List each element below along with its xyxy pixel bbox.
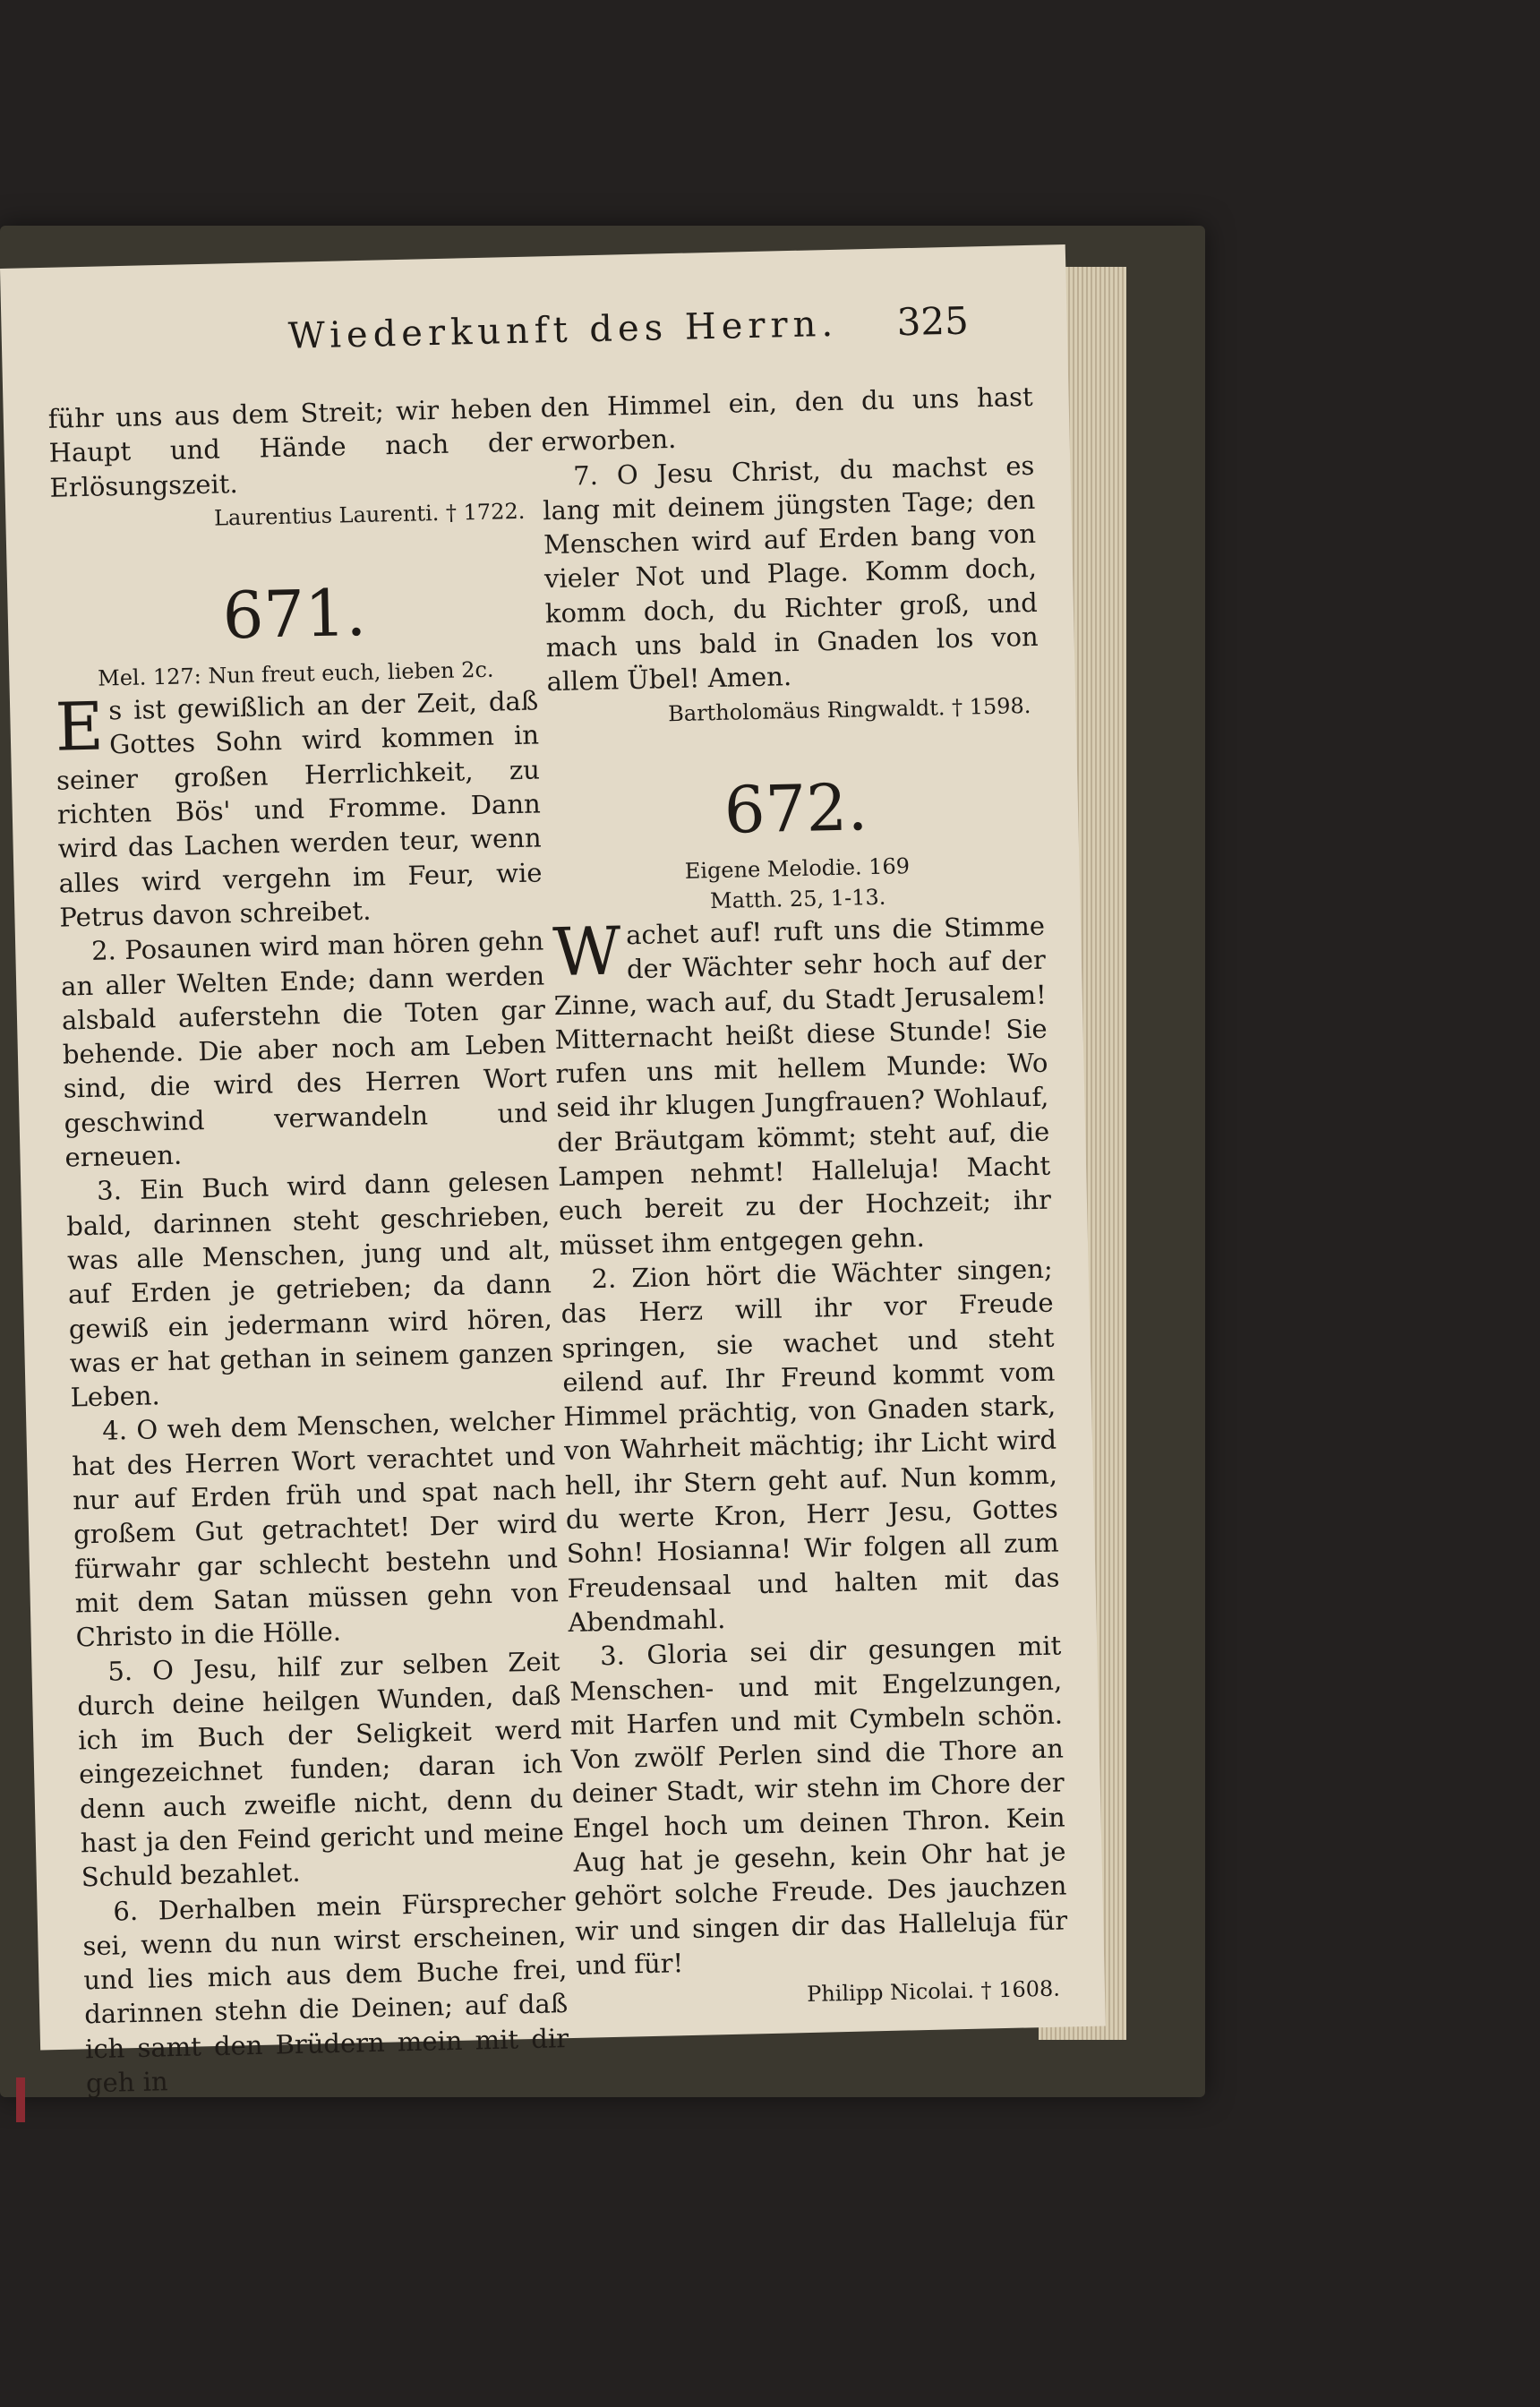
hymn-number-671: 671. (221, 575, 367, 654)
hymn-671-verse-5: 5. O Jesu, hilf zur selben Zeit durch deine heilgen Wunden, daß ich im Buch der Seligkeit werd eingezeichnet funden; daran ich denn auch zweifle nicht, denn du hast ja den Feind gericht und meine Schuld bezahlet. (77, 1645, 565, 1893)
right-column (540, 380, 1069, 2017)
running-head: Wiederkunft des Herrn. (287, 303, 839, 357)
hymn-671-verse-6-end: den Himmel ein, den du uns hast erworben. (540, 381, 1033, 458)
hymn-671-verse-6: 6. Derhalben mein Fürsprecher sei, wenn du nun wirst erscheinen, und lies mich aus dem Buche frei, darinnen stehn die Deinen; auf daß ich samt den Brüdern mein mit dir geh in (82, 1885, 569, 2099)
prev-hymn-author: Laurentius Laurenti. † 1722. (213, 498, 526, 531)
hymn-671-author: Bartholomäus Ringwaldt. † 1598. (667, 692, 1031, 726)
dropcap: E (54, 688, 105, 767)
hymn-671-verse-7: 7. O Jesu Christ, du machst es lang mit deinem jüngsten Tage; den Menschen wird auf Erden bang von vieler Not und Plage. Komm doch, komm doch, du Richter groß, und mach uns bald in Gnaden los von allem Übel! Amen. (542, 450, 1040, 698)
verse-text: achet auf! ruft uns die Stimme der Wächter sehr hoch auf der Zinne, wach auf, du Stadt Jerusalem! Mitternacht heißt diese Stunde! Sie rufen uns mit hellem Munde: Wo seid ihr klugen Jungfrauen? Wohlauf, der Bräutgam kömmt; steht auf, die Lampen nehmt! Halleluja! Macht euch bereit zu der Hochzeit; ihr müsset ihm entgegen gehn. (553, 910, 1052, 1261)
hymn-672-melody: Eigene Melodie. 169 (684, 853, 911, 884)
hymn-672-verse-1 (552, 909, 1053, 1263)
hymn-671-melody: Mel. 127: Nun freut euch, lieben 2c. (97, 656, 494, 691)
hymn-671-verse-3: 3. Ein Buch wird dann gelesen bald, darinnen steht geschrieben, was alle Menschen, jung und alt, auf Erden je getrieben; da dann gewiß ein jedermann wird hören, was er hat gethan in seinem ganzen Leben. (65, 1165, 553, 1413)
hymn-671-verse-4: 4. O weh dem Menschen, welcher hat des Herren Wort verachtet und nur auf Erden früh und spat nach großem Gut getrachtet! Der wird fürwahr gar schlecht bestehn und mit dem Satan müssen gehn von Christo in die Hölle. (71, 1405, 560, 1653)
page-number: 325 (896, 298, 970, 345)
hymn-672-author: Philipp Nicolai. † 1608. (806, 1975, 1061, 2008)
prev-hymn-ending: führ uns aus dem Streit; wir heben Haupt und Hände nach der Erlösungszeit. (47, 392, 533, 503)
dropcap: W (552, 912, 622, 992)
book-page (0, 244, 1106, 2099)
bookmark-ribbon (16, 2077, 25, 2122)
hymn-number-672: 672. (723, 769, 868, 848)
verse-text: s ist gewißlich an der Zeit, daß Gottes Sohn wird kommen in seiner großen Herrlichkeit, zu richten Bös' und Fromme. Dann wird das Lachen werden teur, wenn alles wird vergehn im Feur, wie Petrus davon schreibet. (56, 685, 543, 933)
hymn-671-verse-2: 2. Posaunen wird man hören gehn an aller Welten Ende; dann werden alsbald auferstehn die Toten gar behende. Die aber noch am Leben sind, die wird des Herren Wort geschwind verwandeln und erneuen. (60, 925, 548, 1173)
hymn-672-verse-2: 2. Zion hört die Wächter singen; das Herz will ihr vor Freude springen, sie wachet und steht eilend auf. Ihr Freund kommt vom Himmel prächtig, von Gnaden stark, von Wahrheit mächtig; ihr Licht wird hell, ihr Stern geht auf. Nun komm, du werte Kron, Herr Jesu, Gottes Sohn! Hosianna! Wir folgen all zum Freudensaal und halten mit das Abendmahl. (560, 1253, 1060, 1638)
left-column (47, 391, 569, 2101)
hymn-672-scripture: Matth. 25, 1-13. (709, 884, 886, 914)
hymn-671-verse-1 (55, 684, 543, 935)
hymn-672-verse-3: 3. Gloria sei dir gesungen mit Menschen- und mit Engelzungen, mit Harfen und mit Cymbeln schön. Von zwölf Perlen sind die Thore an deiner Stadt, wir stehn im Chore der Engel hoch um deinen Thron. Kein Aug hat je gesehn, kein Ohr hat je gehört solche Freude. Des jauchzen wir und singen dir das Halleluja für und für! (569, 1630, 1068, 1981)
